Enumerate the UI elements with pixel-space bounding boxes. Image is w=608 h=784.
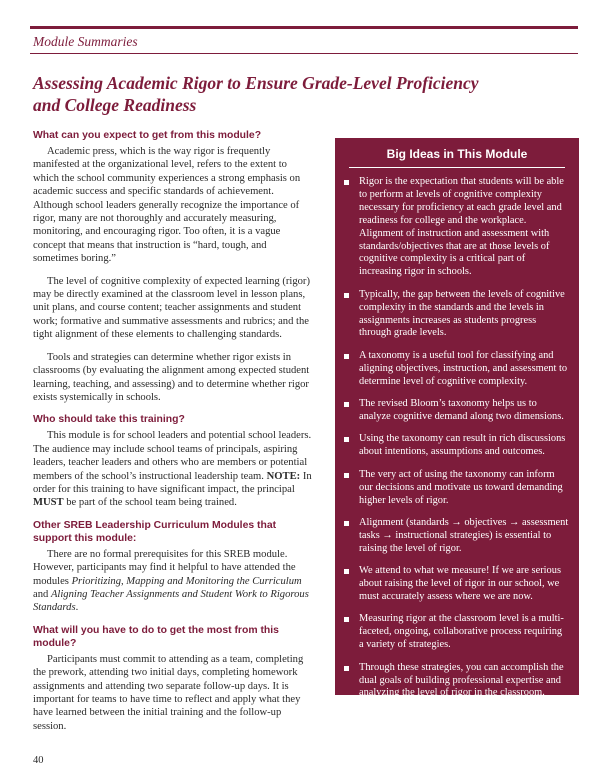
section-expectations xyxy=(33,129,313,404)
page-number: 40 xyxy=(33,755,44,766)
big-ideas-sidebar xyxy=(335,138,579,699)
section-heading: Other SREB Leadership Curriculum Modules that support this module: xyxy=(33,519,277,544)
paragraph xyxy=(33,548,313,615)
paragraph-text: There are no formal prerequisites for this SREB module. However, participants may find it helpful to have attended the modules xyxy=(33,548,296,587)
list-item-text: Typically, the gap between the levels of cognitive complexity in the standards and the levels in assignments increases as students progress through grade levels. xyxy=(359,288,565,339)
paragraph-text: This module is for school leaders and potential school leaders. The audience may include school teams of principals, aspiring leaders, teacher leaders and others who are members or potential members of the school’s instructional leadership team. xyxy=(33,430,312,482)
section-related-modules xyxy=(33,519,313,615)
header-divider xyxy=(30,53,578,54)
paragraph-text: . xyxy=(75,602,79,614)
big-ideas-list xyxy=(335,176,579,700)
square-bullet-icon xyxy=(344,293,349,298)
square-bullet-icon xyxy=(344,402,349,407)
paragraph: Academic press, which is the way rigor is frequently manifested at the organizational level, refers to the extent to which the school community experiences a strong emphasis on academic success and specific standards of achievement. Although school leaders generally recognize the importance of rigor, many are not thoroughly and accurately measuring, monitoring, and encouraging rigor. Too often, it is a vague concept that means that instruction is “hard, tough, and sometimes boring.” xyxy=(33,146,301,265)
note-emphasis: MUST xyxy=(33,497,64,509)
section-requirements xyxy=(33,624,313,733)
main-column xyxy=(33,129,313,742)
square-bullet-icon xyxy=(344,180,349,185)
module-title: Prioritizing, Mapping and Monitoring the Curriculum xyxy=(71,575,302,587)
square-bullet-icon xyxy=(344,666,349,671)
list-item xyxy=(343,613,569,652)
title-line-1: Assessing Academic Rigor to Ensure Grade-Level Proficiency xyxy=(33,73,479,93)
paragraph xyxy=(33,429,313,509)
list-item-text: Measuring rigor at the classroom level is a multi-faceted, ongoing, collaborative process requiring a variety of strategies. xyxy=(359,613,564,651)
list-item xyxy=(343,289,569,341)
list-item xyxy=(343,662,569,701)
section-heading: What will you have to do to get the most from this module? xyxy=(33,624,279,649)
list-item-text: Through these strategies, you can accomplish the dual goals of building professional expertise and analyzing the level of rigor in the classroom. xyxy=(359,661,564,699)
square-bullet-icon xyxy=(344,354,349,359)
title-line-2: and College Readiness xyxy=(33,95,197,115)
list-item-text: Rigor is the expectation that students will be able to perform at levels of cognitive complexity necessary for proficiency at each grade level and readiness for college and the workplace. Alignment of instruction and assessment with standards/objectives that are at those levels of cognitive complexity is a critical part of increasing rigor in schools. xyxy=(359,176,564,278)
note-text: be part of the school team being trained. xyxy=(63,497,237,509)
list-item xyxy=(343,176,569,279)
section-heading: What can you expect to get from this module? xyxy=(33,130,262,141)
square-bullet-icon xyxy=(344,521,349,526)
module-title: Aligning Teacher Assignments and Student Work to Rigorous Standards xyxy=(33,588,309,614)
list-item xyxy=(343,398,569,424)
square-bullet-icon xyxy=(344,617,349,622)
square-bullet-icon xyxy=(344,569,349,574)
paragraph: Tools and strategies can determine whether rigor exists in classrooms (by evaluating the alignment among expected student learning, teaching, and assessing) and to determine whether rigor exists systemically in schools. xyxy=(33,351,310,403)
paragraph: The level of cognitive complexity of expected learning (rigor) may be directly examined at the classroom level in lesson plans, unit plans, and course content; teacher assignments and student work; formative and summative assessments and rubrics; and the tight alignment of these elements to challenging standards. xyxy=(33,275,310,341)
list-item xyxy=(343,350,569,389)
list-item-text: The revised Bloom’s taxonomy helps us to analyze cognitive demand along two dimensions. xyxy=(359,398,564,422)
section-audience xyxy=(33,413,313,509)
list-item-text: Alignment (standards → objectives → assessment tasks → instructional strategies) is essential to raising the level of rigor. xyxy=(359,516,569,554)
list-item xyxy=(343,517,569,556)
sidebar-divider xyxy=(349,167,565,168)
page-title xyxy=(33,72,553,116)
paragraph-text: and xyxy=(33,588,51,600)
list-item xyxy=(343,469,569,508)
list-item-text: The very act of using the taxonomy can inform our decisions and motivate us toward demanding higher levels of rigor. xyxy=(359,468,563,506)
note-label: NOTE: xyxy=(266,470,301,482)
top-rule xyxy=(30,26,578,29)
section-label: Module Summaries xyxy=(33,34,138,49)
list-item-text: Using the taxonomy can result in rich discussions about intentions, assumptions and outcomes. xyxy=(359,433,566,458)
square-bullet-icon xyxy=(344,473,349,478)
square-bullet-icon xyxy=(344,437,349,442)
section-heading: Who should take this training? xyxy=(33,414,185,426)
sidebar-title: Big Ideas in This Module xyxy=(386,147,528,161)
list-item-text: A taxonomy is a useful tool for classifying and aligning objectives, instruction, and assessment to determine level of cognitive complexity. xyxy=(359,349,568,387)
list-item xyxy=(343,565,569,604)
paragraph: Participants must commit to attending as a team, completing the prework, attending two initial days, completing homework assignments and attending two separate follow-up days. It is important for teams to have time to reflect and apply what they have learned between the initial training and the follow-up session. xyxy=(33,653,304,732)
note-text: In order for this training to have significant impact, the principal xyxy=(33,470,312,495)
list-item-text: We attend to what we measure! If we are serious about raising the level of rigor in our school, we must accurately assess where we are now. xyxy=(359,565,561,602)
list-item xyxy=(343,433,569,459)
